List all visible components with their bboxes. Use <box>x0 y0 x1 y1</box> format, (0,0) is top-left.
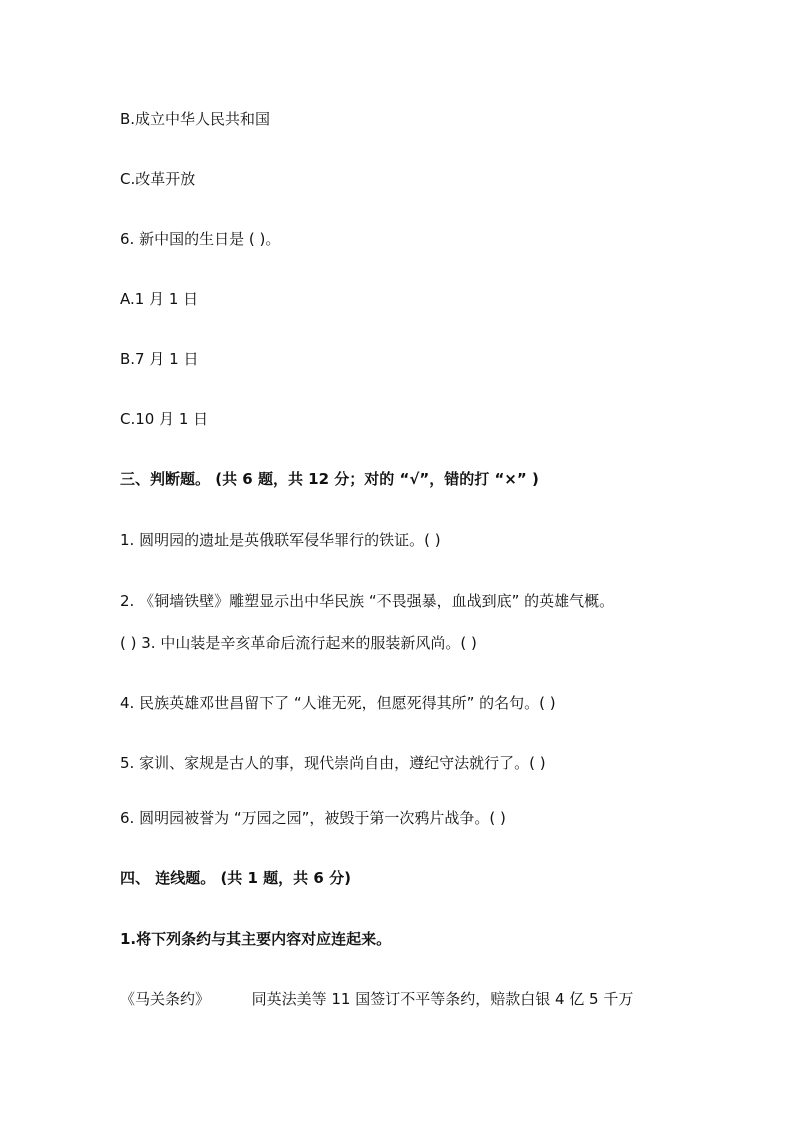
judgment-item-5: 5. 家训、家规是古人的事，现代崇尚自由，遵纪守法就行了。( ) <box>120 754 546 772</box>
judgment-item-2: 2. 《铜墙铁壁》雕塑显示出中华民族 “不畏强暴，血战到底” 的英雄气概。 <box>120 592 615 610</box>
judgment-item-3: ( ) 3. 中山装是辛亥革命后流行起来的服装新风尚。( ) <box>120 634 477 652</box>
q6-stem: 6. 新中国的生日是 ( )。 <box>120 230 281 248</box>
q6-option-c: C.10 月 1 日 <box>120 410 209 428</box>
treaty-name: 《马关条约》 <box>120 990 211 1008</box>
section4-question: 1.将下列条约与其主要内容对应连起来。 <box>120 930 392 948</box>
matching-row <box>120 989 633 1009</box>
section4-heading: 四、 连线题。 (共 1 题，共 6 分) <box>120 869 351 887</box>
q6-option-a: A.1 月 1 日 <box>120 290 199 308</box>
judgment-item-6: 6. 圆明园被誉为 “万园之园”，被毁于第一次鸦片战争。( ) <box>120 809 506 827</box>
q6-option-b: B.7 月 1 日 <box>120 350 199 368</box>
judgment-item-4: 4. 民族英雄邓世昌留下了 “人谁无死，但愿死得其所” 的名句。( ) <box>120 694 556 712</box>
judgment-item-1: 1. 圆明园的遗址是英俄联军侵华罪行的铁证。( ) <box>120 531 441 549</box>
section3-heading: 三、判断题。 (共 6 题，共 12 分；对的 “√”，错的打 “×” ) <box>120 470 539 488</box>
q5-option-c: C.改革开放 <box>120 170 196 188</box>
q5-option-b: B.成立中华人民共和国 <box>120 110 271 128</box>
treaty-content: 同英法美等 11 国签订不平等条约，赔款白银 4 亿 5 千万 <box>251 990 634 1008</box>
